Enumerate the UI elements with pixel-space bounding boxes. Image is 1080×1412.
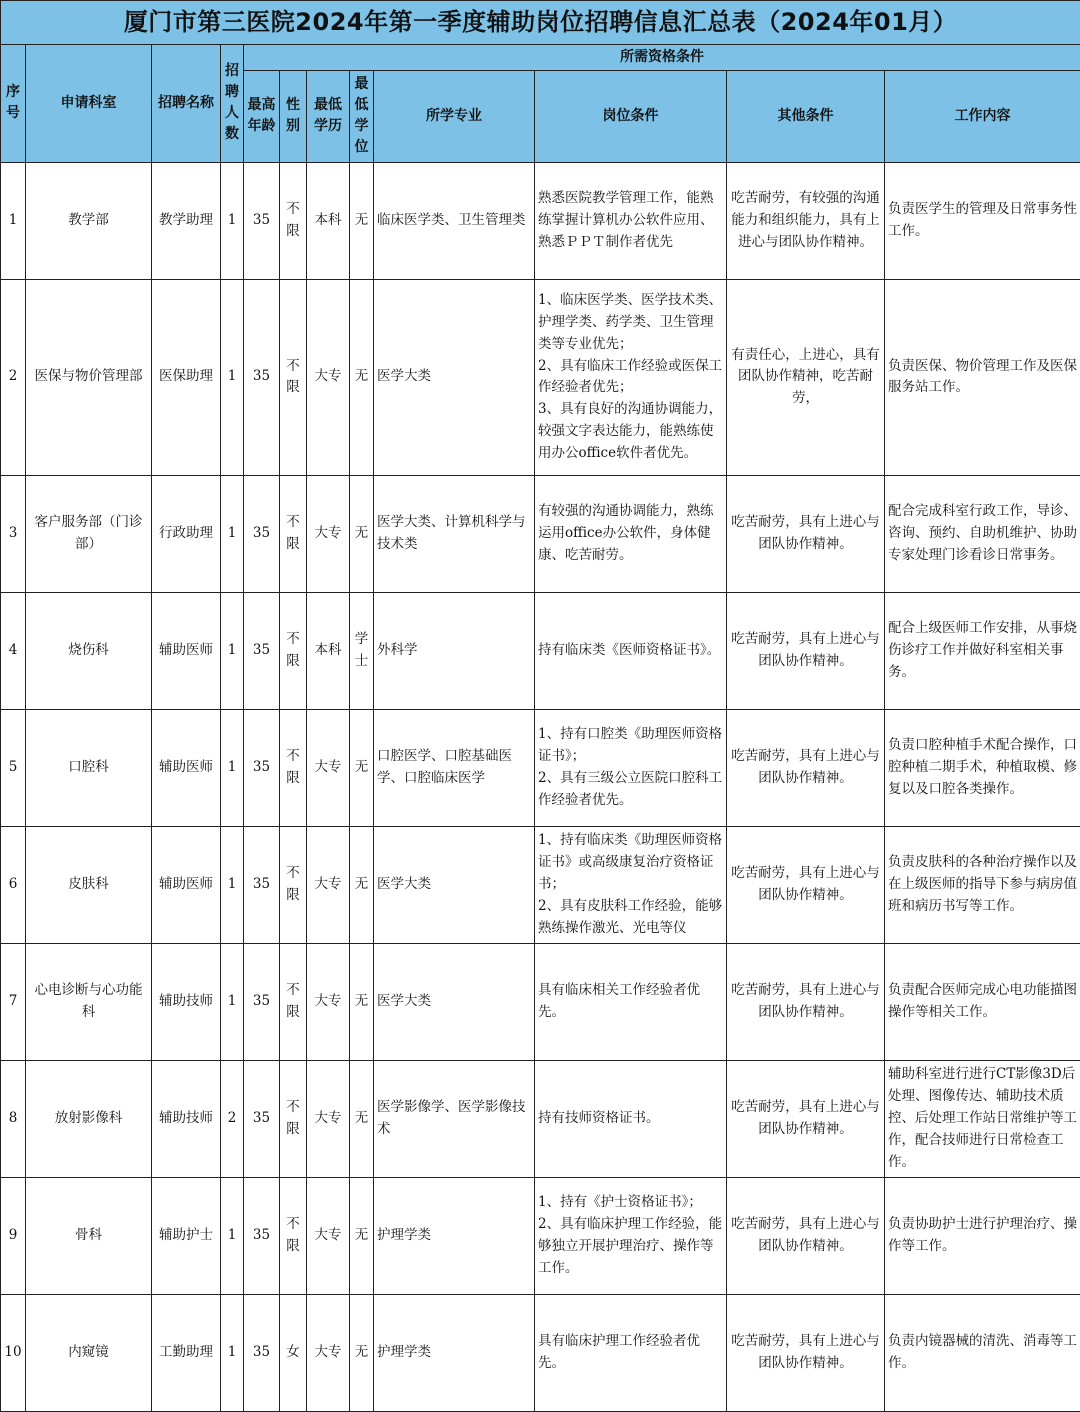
- cell-max-age: 35: [244, 943, 280, 1060]
- cell-min-education: 大专: [307, 826, 350, 943]
- cell-index: 9: [1, 1177, 26, 1294]
- cell-max-age: 35: [244, 592, 280, 709]
- cell-job-requirements: [535, 1060, 727, 1177]
- requirement-line: 2、具有皮肤科工作经验，能够熟练操作激光、光电等仪: [538, 896, 723, 940]
- cell-job-requirements: [535, 1177, 727, 1294]
- cell-job-content: 负责协助护士进行护理治疗、操作等工作。: [885, 1177, 1080, 1294]
- cell-index: 10: [1, 1294, 26, 1411]
- cell-gender: 女: [280, 1294, 307, 1411]
- cell-index: 3: [1, 475, 26, 592]
- requirement-line: 1、持有《护士资格证书》；: [538, 1192, 723, 1214]
- cell-min-education: 大专: [307, 943, 350, 1060]
- cell-gender: 不限: [280, 1177, 307, 1294]
- header-max-age: 最高年龄: [244, 70, 280, 162]
- cell-other-conditions: 吃苦耐劳，具有上进心与团队协作精神。: [727, 592, 885, 709]
- cell-other-conditions: 吃苦耐劳，具有上进心与团队协作精神。: [727, 1294, 885, 1411]
- cell-position: 辅助技师: [152, 943, 221, 1060]
- page-title: 厦门市第三医院2024年第一季度辅助岗位招聘信息汇总表（2024年01月）: [1, 1, 1080, 45]
- cell-job-content: 负责皮肤科的各种治疗操作以及在上级医师的指导下参与病房值班和病历书写等工作。: [885, 826, 1080, 943]
- cell-position: 工勤助理: [152, 1294, 221, 1411]
- cell-major: 医学大类: [374, 943, 535, 1060]
- cell-major: 医学影像学、医学影像技术: [374, 1060, 535, 1177]
- cell-max-age: 35: [244, 826, 280, 943]
- cell-min-degree: 学士: [350, 592, 374, 709]
- cell-job-requirements: [535, 279, 727, 475]
- header-other-conditions: 其他条件: [727, 70, 885, 162]
- cell-gender: 不限: [280, 592, 307, 709]
- cell-max-age: 35: [244, 709, 280, 826]
- header-position: 招聘名称: [152, 44, 221, 162]
- cell-count: 1: [221, 1294, 244, 1411]
- cell-job-content: 负责医保、物价管理工作及医保服务站工作。: [885, 279, 1080, 475]
- cell-other-conditions: 吃苦耐劳，具有上进心与团队协作精神。: [727, 475, 885, 592]
- cell-count: 1: [221, 279, 244, 475]
- cell-count: 1: [221, 592, 244, 709]
- requirement-line: 1、临床医学类、医学技术类、护理学类、药学类、卫生管理类等专业优先；: [538, 290, 723, 356]
- cell-other-conditions: 吃苦耐劳，具有上进心与团队协作精神。: [727, 943, 885, 1060]
- cell-department: 心电诊断与心功能科: [26, 943, 152, 1060]
- table-body: [1, 162, 1080, 1411]
- requirement-line: 持有临床类《医师资格证书》。: [538, 640, 723, 662]
- cell-department: 口腔科: [26, 709, 152, 826]
- header-job-content: 工作内容: [885, 70, 1080, 162]
- cell-max-age: 35: [244, 279, 280, 475]
- cell-position: 辅助医师: [152, 826, 221, 943]
- cell-job-requirements: [535, 475, 727, 592]
- cell-min-education: 大专: [307, 709, 350, 826]
- cell-job-content: 负责配合医师完成心电功能描图操作等相关工作。: [885, 943, 1080, 1060]
- requirement-line: 持有技师资格证书。: [538, 1108, 723, 1130]
- cell-position: 辅助护士: [152, 1177, 221, 1294]
- table-row: [1, 1294, 1080, 1411]
- cell-department: 内窥镜: [26, 1294, 152, 1411]
- table-row: [1, 709, 1080, 826]
- header-gender: 性别: [280, 70, 307, 162]
- header-major: 所学专业: [374, 70, 535, 162]
- requirement-line: 2、具有临床工作经验或医保工作经验者优先；: [538, 356, 723, 400]
- table-row: [1, 592, 1080, 709]
- cell-other-conditions: 吃苦耐劳，具有上进心与团队协作精神。: [727, 826, 885, 943]
- requirement-line: 具有临床相关工作经验者优先。: [538, 980, 723, 1024]
- cell-major: 护理学类: [374, 1177, 535, 1294]
- cell-count: 1: [221, 1177, 244, 1294]
- cell-position: 医保助理: [152, 279, 221, 475]
- cell-min-degree: 无: [350, 709, 374, 826]
- cell-max-age: 35: [244, 1060, 280, 1177]
- header-min-education: 最低学历: [307, 70, 350, 162]
- cell-job-requirements: [535, 943, 727, 1060]
- cell-gender: 不限: [280, 826, 307, 943]
- cell-position: 辅助技师: [152, 1060, 221, 1177]
- cell-min-degree: 无: [350, 162, 374, 279]
- cell-min-degree: 无: [350, 279, 374, 475]
- cell-job-requirements: [535, 162, 727, 279]
- cell-job-requirements: [535, 826, 727, 943]
- cell-min-degree: 无: [350, 475, 374, 592]
- requirement-line: 2、具有三级公立医院口腔科工作经验者优先。: [538, 768, 723, 812]
- cell-gender: 不限: [280, 162, 307, 279]
- cell-position: 教学助理: [152, 162, 221, 279]
- cell-job-requirements: [535, 1294, 727, 1411]
- cell-other-conditions: 吃苦耐劳，有较强的沟通能力和组织能力，具有上进心与团队协作精神。: [727, 162, 885, 279]
- cell-other-conditions: 吃苦耐劳，具有上进心与团队协作精神。: [727, 1060, 885, 1177]
- cell-job-content: 负责医学生的管理及日常事务性工作。: [885, 162, 1080, 279]
- cell-other-conditions: 吃苦耐劳，具有上进心与团队协作精神。: [727, 1177, 885, 1294]
- cell-count: 1: [221, 826, 244, 943]
- cell-other-conditions: 吃苦耐劳，具有上进心与团队协作精神。: [727, 709, 885, 826]
- cell-position: 辅助医师: [152, 592, 221, 709]
- cell-index: 5: [1, 709, 26, 826]
- cell-max-age: 35: [244, 1177, 280, 1294]
- cell-major: 医学大类: [374, 826, 535, 943]
- cell-major: 外科学: [374, 592, 535, 709]
- cell-job-content: 辅助科室进行进行CT影像3D后处理、图像传达、辅助技术质控、后处理工作站日常维护等工作，配合技师进行日常检查工作。: [885, 1060, 1080, 1177]
- cell-gender: 不限: [280, 709, 307, 826]
- cell-min-education: 大专: [307, 1060, 350, 1177]
- cell-gender: 不限: [280, 279, 307, 475]
- cell-count: 2: [221, 1060, 244, 1177]
- cell-count: 1: [221, 709, 244, 826]
- cell-department: 烧伤科: [26, 592, 152, 709]
- cell-position: 辅助医师: [152, 709, 221, 826]
- cell-index: 4: [1, 592, 26, 709]
- cell-major: 临床医学类、卫生管理类: [374, 162, 535, 279]
- requirement-line: 具有临床护理工作经验者优先。: [538, 1331, 723, 1375]
- cell-other-conditions: 有责任心，上进心，具有团队协作精神，吃苦耐劳，: [727, 279, 885, 475]
- requirement-line: 有较强的沟通协调能力，熟练运用office办公软件，身体健康、吃苦耐劳。: [538, 501, 723, 567]
- cell-count: 1: [221, 475, 244, 592]
- cell-min-degree: 无: [350, 826, 374, 943]
- cell-min-education: 大专: [307, 1177, 350, 1294]
- header-department: 申请科室: [26, 44, 152, 162]
- cell-index: 1: [1, 162, 26, 279]
- cell-department: 皮肤科: [26, 826, 152, 943]
- cell-department: 医保与物价管理部: [26, 279, 152, 475]
- cell-job-requirements: [535, 592, 727, 709]
- cell-min-degree: 无: [350, 943, 374, 1060]
- cell-department: 骨科: [26, 1177, 152, 1294]
- cell-job-content: 负责口腔种植手术配合操作，口腔种植二期手术，种植取模、修复以及口腔各类操作。: [885, 709, 1080, 826]
- cell-min-education: 本科: [307, 162, 350, 279]
- cell-job-content: 配合上级医师工作安排，从事烧伤诊疗工作并做好科室相关事务。: [885, 592, 1080, 709]
- cell-gender: 不限: [280, 943, 307, 1060]
- cell-department: 教学部: [26, 162, 152, 279]
- cell-index: 8: [1, 1060, 26, 1177]
- cell-major: 口腔医学、口腔基础医学、口腔临床医学: [374, 709, 535, 826]
- cell-gender: 不限: [280, 475, 307, 592]
- cell-department: 放射影像科: [26, 1060, 152, 1177]
- header-qualification-group: 所需资格条件: [244, 44, 1080, 70]
- cell-gender: 不限: [280, 1060, 307, 1177]
- header-index: 序号: [1, 44, 26, 162]
- header-job-requirements: 岗位条件: [535, 70, 727, 162]
- requirement-line: 2、具有临床护理工作经验，能够独立开展护理治疗、操作等工作。: [538, 1214, 723, 1280]
- header-count: 招聘人数: [221, 44, 244, 162]
- table-row: [1, 1060, 1080, 1177]
- cell-department: 客户服务部（门诊部）: [26, 475, 152, 592]
- cell-max-age: 35: [244, 1294, 280, 1411]
- requirement-line: 熟悉医院教学管理工作，能熟练掌握计算机办公软件应用、熟悉ＰＰＴ制作者优先: [538, 188, 723, 254]
- cell-job-requirements: [535, 709, 727, 826]
- header-min-degree: 最低学位: [350, 70, 374, 162]
- table-row: [1, 1177, 1080, 1294]
- cell-index: 7: [1, 943, 26, 1060]
- table-row: [1, 943, 1080, 1060]
- cell-position: 行政助理: [152, 475, 221, 592]
- cell-min-degree: 无: [350, 1060, 374, 1177]
- table-row: [1, 162, 1080, 279]
- cell-min-education: 大专: [307, 279, 350, 475]
- cell-job-content: 负责内镜器械的清洗、消毒等工作。: [885, 1294, 1080, 1411]
- cell-major: 医学大类、计算机科学与技术类: [374, 475, 535, 592]
- table-row: [1, 826, 1080, 943]
- table-row: [1, 475, 1080, 592]
- cell-major: 医学大类: [374, 279, 535, 475]
- cell-min-degree: 无: [350, 1294, 374, 1411]
- cell-count: 1: [221, 943, 244, 1060]
- cell-min-education: 大专: [307, 1294, 350, 1411]
- cell-min-education: 本科: [307, 592, 350, 709]
- table-row: [1, 279, 1080, 475]
- cell-count: 1: [221, 162, 244, 279]
- cell-major: 护理学类: [374, 1294, 535, 1411]
- cell-max-age: 35: [244, 475, 280, 592]
- cell-min-education: 大专: [307, 475, 350, 592]
- requirement-line: 1、持有临床类《助理医师资格证书》或高级康复治疗资格证书；: [538, 830, 723, 896]
- cell-max-age: 35: [244, 162, 280, 279]
- requirement-line: 3、具有良好的沟通协调能力，较强文字表达能力，能熟练使用办公office软件者优先。: [538, 399, 723, 465]
- cell-index: 2: [1, 279, 26, 475]
- cell-job-content: 配合完成科室行政工作，导诊、咨询、预约、自助机维护、协助专家处理门诊看诊日常事务。: [885, 475, 1080, 592]
- cell-index: 6: [1, 826, 26, 943]
- cell-min-degree: 无: [350, 1177, 374, 1294]
- requirement-line: 1、持有口腔类《助理医师资格证书》；: [538, 724, 723, 768]
